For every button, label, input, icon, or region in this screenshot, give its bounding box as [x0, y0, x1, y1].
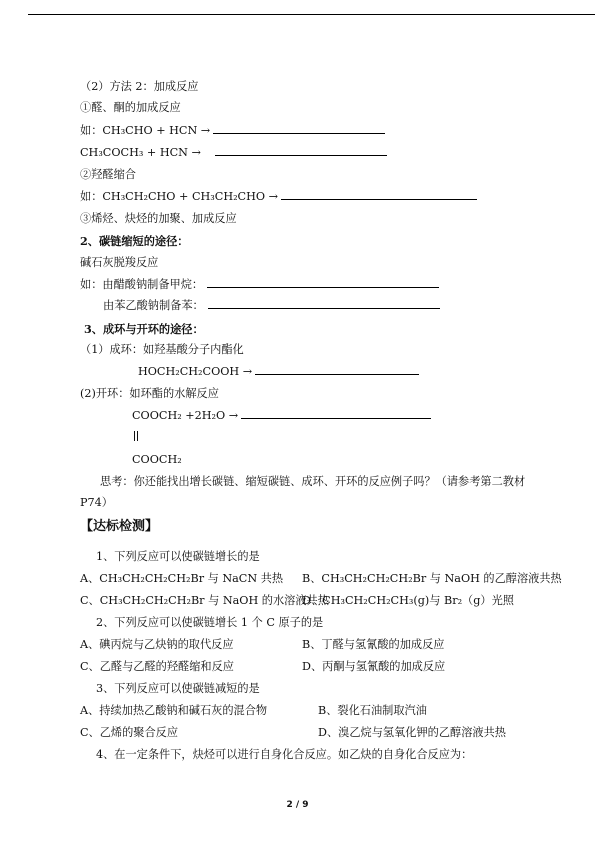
ring-closing-heading: （1）成环：如羟基酸分子内酯化: [80, 343, 244, 356]
answer-blank: [213, 124, 385, 134]
question-1-option-b: B、CH₃CH₂CH₂CH₂Br 与 NaOH 的乙醇溶液共热: [302, 572, 562, 585]
question-1-option-c: C、CH₃CH₂CH₂CH₂Br 与 NaOH 的水溶液共热: [80, 594, 329, 607]
question-2-option-d: D、丙酮与氢氰酸的加成反应: [302, 660, 446, 673]
section-title: 【达标检测】: [80, 519, 159, 534]
aldehyde-ketone-addition-heading: ①醛、酮的加成反应: [80, 101, 181, 114]
equation-text: CH₃COCH₃ + HCN →: [80, 146, 201, 159]
double-bond-mark: [133, 431, 139, 441]
thinking-question-cont: P74）: [80, 496, 113, 509]
ring-heading: 3、成环与开环的途径：: [84, 322, 204, 336]
example-sodium-phenylacetate: [103, 299, 440, 313]
question-3-stem: 3、下列反应可以使碳链减短的是: [96, 682, 260, 695]
question-3-option-d: D、溴乙烷与氢氧化钾的乙醇溶液共热: [318, 726, 506, 739]
answer-blank: [255, 365, 419, 375]
equation-text: HOCH₂CH₂COOH →: [138, 365, 253, 378]
question-1-stem: 1、下列反应可以使碳链增长的是: [96, 550, 260, 563]
example-sodium-acetate: [80, 278, 439, 292]
answer-blank: [281, 190, 477, 200]
ring-opening-heading: (2)开环：如环酯的水解反应: [80, 387, 219, 400]
equation-text: COOCH₂ +2H₂O →: [132, 409, 239, 422]
alkene-alkyne-heading: ③烯烃、炔烃的加聚、加成反应: [80, 212, 237, 225]
example-acetaldehyde-hcn: [80, 124, 385, 138]
thinking-question: 思考：你还能找出增长碳链、缩短碳链、成环、开环的反应例子吗？（请参考第二教材: [100, 475, 526, 488]
question-1-option-a: A、CH₃CH₂CH₂CH₂Br 与 NaCN 共热: [80, 572, 284, 585]
chain-shortening-heading: 2、碳链缩短的途径：: [80, 234, 189, 248]
aldol-heading: ②羟醛缩合: [80, 168, 136, 181]
answer-blank: [241, 409, 431, 419]
question-3-option-a: A、持续加热乙酸钠和碱石灰的混合物: [80, 704, 268, 717]
equation-text: 由苯乙酸钠制备苯：: [103, 299, 204, 312]
example-cyclic-ester: [132, 409, 431, 423]
example-acetone-hcn: [80, 146, 387, 160]
example-aldol: [80, 190, 477, 204]
equation-text: 如：CH₃CHO + HCN →: [80, 124, 211, 137]
decarboxylation-heading: 碱石灰脱羧反应: [80, 256, 159, 269]
question-2-option-c: C、乙醛与乙醛的羟醛缩和反应: [80, 660, 234, 673]
header-rule: [28, 14, 595, 15]
question-4-stem: 4、在一定条件下，炔烃可以进行自身化合反应。如乙炔的自身化合反应为：: [96, 748, 473, 761]
question-3-option-b: B、裂化石油制取汽油: [318, 704, 427, 717]
question-2-option-b: B、丁醛与氢氰酸的加成反应: [302, 638, 445, 651]
equation-text: 如：CH₃CH₂CHO + CH₃CH₂CHO →: [80, 190, 278, 203]
answer-blank: [207, 278, 439, 288]
equation-text: 如：由醋酸钠制备甲烷：: [80, 278, 204, 291]
question-2-stem: 2、下列反应可以使碳链增长 1 个 C 原子的是: [96, 616, 324, 629]
method2-heading: （2）方法 2：加成反应: [80, 80, 199, 93]
page-number: 2 / 9: [286, 800, 309, 810]
question-2-option-a: A、碘丙烷与乙炔钠的取代反应: [80, 638, 234, 651]
cyclic-ester-lower: COOCH₂: [132, 453, 182, 466]
example-hydroxy-acid: [138, 365, 419, 379]
answer-blank: [208, 299, 440, 309]
answer-blank: [215, 146, 387, 156]
question-3-option-c: C、乙烯的聚合反应: [80, 726, 179, 739]
question-1-option-d: D、CH₃CH₂CH₂CH₃(g)与 Br₂（g）光照: [302, 594, 514, 607]
